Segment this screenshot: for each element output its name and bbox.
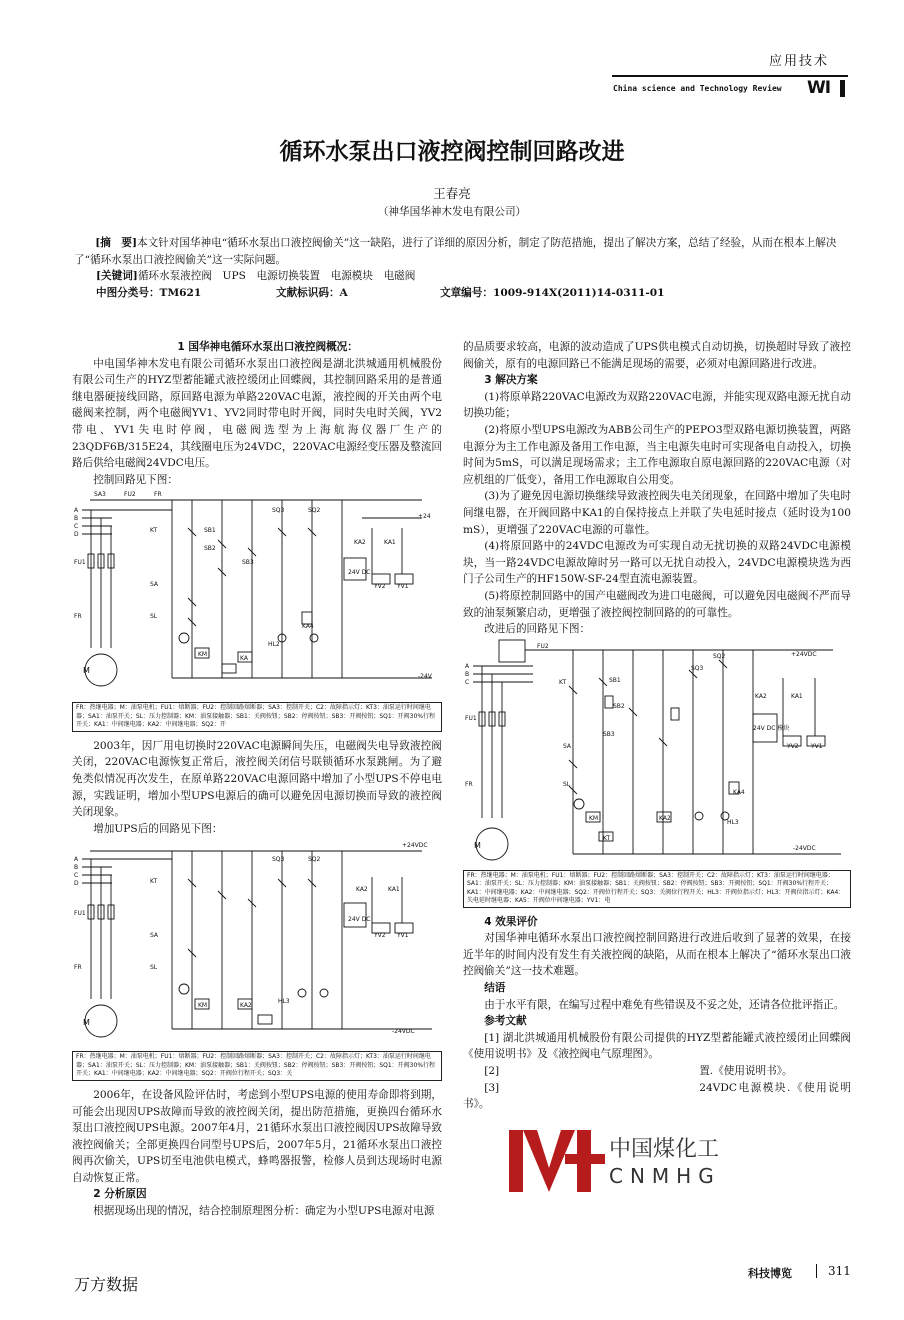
section-3-heading: 3 解决方案 xyxy=(484,374,538,387)
fig2-sq2: SQ2 xyxy=(308,856,321,864)
conclusion-heading: 结语 xyxy=(484,982,506,995)
fig1-fr: FR xyxy=(154,491,162,499)
journal-logo: WI xyxy=(807,78,831,98)
fig2-fr: FR xyxy=(74,964,82,972)
keywords-text: 循环水泵液控阀 UPS 电源切换装置 电源模块 电磁阀 xyxy=(137,270,416,282)
fig3-sb3: SB3 xyxy=(603,730,615,738)
header-rule xyxy=(612,75,848,77)
fig2-sa: SA xyxy=(150,932,159,940)
fig3-sl: SL xyxy=(563,780,571,788)
paragraph-2003: 2003年，因厂用电切换时220VAC电源瞬间失压，电磁阀失电导致液控阀关闭，220VAC电源恢复正常后，液控阀关闭信号联锁循环水泵跳闸。为了避免类似情况再次发生，在原单路220VAC电源回路中增加了小型UPS不停电电源，实践证明，增加小型UPS电源后的确可以避免因电源切换而导致的液控阀关闭现象。 xyxy=(72,739,442,819)
fig1-fr2: FR xyxy=(74,613,82,621)
reference-3-text: 24VDC电源模块.《使用说明书》。 xyxy=(463,1081,851,1111)
logo-bar xyxy=(840,80,845,97)
figure-2-legend: FR：热继电器；M：油泵电机；FU1：熔断器；FU2：控制回路熔断器；SA3：控制开关；C2：故障指示灯；KT3：油泵运行时间继电器；SA1：油泵开关；SL：压力控制器；KM：油泵接触器；SB1：关阀按钮；SB2：停阀按钮；SB3：开阀按钮；SQ1：开阀30%行程开关；KA1：中间继电器；KA2：中间继电器；SQ2：开阀位行程开关；SQ3：关 xyxy=(72,1051,442,1081)
fig3-sb1: SB1 xyxy=(609,676,621,684)
fig3-m24vdc: -24VDC xyxy=(793,844,816,852)
fig1-m24: -24V xyxy=(418,673,432,681)
solution-4: (4)将原回路中的24VDC电源改为可实现自动无扰切换的双路24VDC电源模块，当一路24VDC电源故障时另一路可以无扰自动投入，24VDC电源模块选为西门子公司生产的HF150W-SF-24型直流电源装置。 xyxy=(463,540,851,586)
keywords xyxy=(96,268,856,285)
fig1-p24: +24 xyxy=(418,513,431,521)
conclusion-paragraph: 由于水平有限，在编写过程中难免有些错误及不妥之处，还请各位批评指正。 xyxy=(484,998,845,1011)
fig1-phase-a: A xyxy=(74,507,79,515)
fig1-sl: SL xyxy=(150,613,158,621)
section-1-heading: 1 国华神电循环水泵出口液控阀概况： xyxy=(177,341,358,353)
figure-3-legend: FR：热继电器；M：油泵电机；FU1：熔断器；FU2：控制回路熔断器；SA3：控制开关；C2：故障指示灯；KT3：油泵运行时间继电器；SA1：油泵开关；SL：压力控制器；KM：油泵接触器；SB1：关阀按钮；SB2：停阀按钮；SB3：开阀按钮；SQ1：开阀30%行程开关；KA1：中间继电器；KA2：中间继电器；SQ2：开阀位行程开关；SQ3：关阀位行程开关；HL3：开阀位指示灯；HL3：开阀位指示灯；KA4：失电延时继电器；KA5：开阀位中间继电器；YV1：电 xyxy=(463,870,851,908)
fig1-sq2: SQ2 xyxy=(308,507,321,515)
footer-separator xyxy=(816,1264,817,1278)
fig2-yv2: YV2 xyxy=(374,932,386,940)
fig2-phase-a: A xyxy=(74,856,79,864)
fig3-yv1: YV1 xyxy=(811,742,823,750)
fig2-sl: SL xyxy=(150,964,158,972)
left-column xyxy=(72,339,442,1220)
watermark-cn-text: 中国煤化工 xyxy=(609,1132,719,1163)
fig3-sq2: SQ2 xyxy=(713,652,726,660)
fig1-phase-c: C xyxy=(74,523,79,531)
fig1-ka1: KA1 xyxy=(384,539,396,547)
fig1-ka4: KA4 xyxy=(302,623,314,631)
fig3-ka4: KA4 xyxy=(733,788,745,796)
fig3-ka1: KA1 xyxy=(791,692,803,700)
fig1-kt: KT xyxy=(150,527,158,535)
fig1-yv2: YV2 xyxy=(374,583,386,591)
section-1-paragraph: 中电国华神木发电有限公司循环水泵出口液控阀是湖北洪城通用机械股份有限公司生产的HYZ型蓄能罐式液控缓闭止回蝶阀，其控制回路采用的是普通继电器硬接线回路，原回路电源为单路220VAC电源，液控阀的开关由两个电磁阀来控制，两个电磁阀YV1、YV2同时带电时开阀，同时失电时关阀，YV2带电、YV1失电时停阀，电磁阀选型为上海航海仪器厂生产的23QDF6B/315E24，其线圈电压为24VDC，220VAC电源经变压器及整流回路后供给电磁阀24VDC电压。 xyxy=(72,357,442,470)
fig2-p24vdc: +24VDC xyxy=(402,842,428,850)
fig3-kt: KT xyxy=(559,678,567,686)
fig2-labels xyxy=(74,842,428,1035)
fig1-ka2: KA2 xyxy=(354,539,366,547)
fig3-fu2: FU2 xyxy=(537,642,549,650)
doc-code: 文献标识码：A xyxy=(276,287,348,299)
fig2-motor-label: M xyxy=(83,1018,90,1028)
fig3-sq3: SQ3 xyxy=(691,664,704,672)
fig1-dc: 24V DC xyxy=(348,569,371,577)
fig1-sb3: SB3 xyxy=(242,559,254,567)
section-4-paragraph: 对国华神电循环水泵出口液控阀控制回路进行改进后收到了显著的效果，在接近半年的时间内没有发生有关液控阀的缺陷，从而在根本上解决了“循环水泵出口液控阀偷关”这一技术难题。 xyxy=(463,932,851,978)
column-label: 应用技术 xyxy=(768,54,829,69)
watermark-logo xyxy=(505,1128,735,1196)
watermark-en-text: CNMHG xyxy=(609,1164,721,1188)
fig3-kt2: KT xyxy=(603,834,611,842)
fig1-km: KM xyxy=(198,651,208,659)
reference-2 xyxy=(463,1063,851,1080)
fig2-ka2: KA2 xyxy=(356,886,368,894)
fig2-dc: 24V DC xyxy=(348,916,371,924)
reference-2-number: [2] xyxy=(484,1065,500,1078)
fig2-phase-c: C xyxy=(74,872,79,880)
abstract-text: 本文针对国华神电“循环水泵出口液控阀偷关”这一缺陷，进行了详细的原因分析，制定了防范措施，提出了解决方案，总结了经验，从而在根本上解决了“循环水泵出口液控阀偷关”这一实际问题。 xyxy=(74,237,837,266)
fig2-ka2b: KA2 xyxy=(240,1002,252,1010)
fig1-phase-b: B xyxy=(74,515,79,523)
figure-1-legend: FR：热继电器；M：油泵电机；FU1：熔断器；FU2：控制回路熔断器；SA3：控制开关；C2：故障指示灯；KT3：油泵运行时间继电器；SA1：油泵开关；SL：压力控制器；KM：油泵接触器；SB1：关阀按钮；SB2：停阀按钮；SB3：开阀按钮；SQ1：开阀30%行程开关；KA1：中间继电器；KA2：中间继电器；SQ2：开 xyxy=(72,702,442,732)
solution-5: (5)将原控制回路中的国产电磁阀改为进口电磁阀，可以避免因电磁阀不严而导致的油泵频繁启动，更增强了液控阀控制回路的的可靠性。 xyxy=(463,589,851,619)
fig3-phase-b: B xyxy=(465,670,470,678)
fig3-yv2: YV2 xyxy=(787,742,799,750)
fig2-phase-d: D xyxy=(74,880,79,888)
figure-3-svg xyxy=(463,638,851,876)
fig2-fu1: FU1 xyxy=(74,910,86,918)
fig3-fr: FR xyxy=(465,780,473,788)
fig3-p24vdc: +24VDC xyxy=(791,650,817,658)
journal-name: China science and Technology Review xyxy=(613,84,782,93)
fig3-phase-c: C xyxy=(465,678,470,686)
figure-2-caption: 增加UPS后的回路见下图： xyxy=(93,822,223,835)
fig3-phase-a: A xyxy=(465,662,470,670)
fig1-phase-d: D xyxy=(74,531,79,539)
reference-2-text: 置.《使用说明书》。 xyxy=(699,1065,793,1078)
fig1-yv1: YV1 xyxy=(397,583,409,591)
paragraph-2006: 2006年，在设备风险评估时，考虑到小型UPS电源的使用寿命即将到期，可能会出现因UPS故障而导致的液控阀关闭，提出防范措施，更换四台循环水泵出口液控阀UPS电源。2007年4月，21循环水泵出口液控阀因UPS故障导致液控阀偷关；全部更换四台同型号UPS后，2007年5月，21循环水泵出口液控阀再次偷关，UPS切至电池供电模式，蜂鸣器报警，检修人员到达现场时电源自动恢复正常。 xyxy=(72,1088,442,1184)
fig2-yv1: YV1 xyxy=(397,932,409,940)
right-column xyxy=(463,339,851,1113)
watermark-mh-icon xyxy=(505,1128,605,1196)
fig2-hl3: HL3 xyxy=(278,998,290,1006)
fig1-fu1: FU1 xyxy=(74,559,86,567)
fig1-hl: HL2 xyxy=(268,641,280,649)
figure-2-svg xyxy=(72,837,442,1055)
footer-journal: 科技博览 xyxy=(748,1267,792,1280)
page-number: 311 xyxy=(828,1264,851,1278)
fig2-sq3: SQ3 xyxy=(272,856,285,864)
section-4-heading: 4 效果评价 xyxy=(484,915,538,928)
figure-1-svg xyxy=(72,488,442,704)
fig3-ups: 24V DC 模块 xyxy=(753,724,790,732)
keywords-label: [关键词] xyxy=(96,270,138,282)
figure-1-circuit-diagram xyxy=(72,488,442,704)
footer-source: 万方数据 xyxy=(74,1275,139,1294)
fig2-phase-b: B xyxy=(74,864,79,872)
fig3-hl3: HL3 xyxy=(727,818,739,826)
figure-3-caption: 改进后的回路见下图： xyxy=(484,623,591,636)
fig3-ka2: KA2 xyxy=(755,692,767,700)
solution-1: (1)将原单路220VAC电源改为双路220VAC电源，并能实现双路电源无扰自动切换功能； xyxy=(463,390,851,420)
fig1-sa: SA xyxy=(150,581,159,589)
reference-3 xyxy=(463,1080,851,1113)
fig1-sq3: SQ3 xyxy=(272,507,285,515)
fig2-kt: KT xyxy=(150,878,158,886)
fig3-ka2b: KA2 xyxy=(659,814,671,822)
references-heading: 参考文献 xyxy=(484,1015,527,1028)
fig1-sb2: SB2 xyxy=(204,545,216,553)
author: 王春亮 xyxy=(433,186,471,201)
fig3-motor-label: M xyxy=(474,840,481,850)
fig3-km: KM xyxy=(589,814,599,822)
article-title: 循环水泵出口液控阀控制回路改进 xyxy=(279,139,625,165)
reference-1: [1] 湖北洪城通用机械股份有限公司提供的HYZ型蓄能罐式液控缓闭止回蝶阀《使用说明书》及《液控阀电气原理图》。 xyxy=(463,1031,851,1061)
fig1-sb1: SB1 xyxy=(204,527,216,535)
figure-3-circuit-diagram xyxy=(463,638,851,876)
solution-2: (2)将原小型UPS电源改为ABB公司生产的PEPO3型双路电源切换装置，两路电源分为主工作电源及备用工作电源，当主电源失电时可实现备电自动投入，切换时间为5mS，可以满足现场需求；主工作电源取自原电源回路的220VAC电源（对应机组的厂低变），备用工作电源取自公用变。 xyxy=(463,423,851,486)
fig2-m24vdc: -24VDC xyxy=(392,1028,415,1036)
reference-3-number: [3] xyxy=(484,1081,500,1094)
fig3-sa: SA xyxy=(563,742,572,750)
fig1-motor-label: M xyxy=(83,666,90,676)
abstract xyxy=(74,235,852,268)
fig3-sb2: SB2 xyxy=(613,702,625,710)
continued-paragraph: 的品质要求较高，电源的波动造成了UPS供电模式自动切换，切换超时导致了液控阀偷关，原有的电源回路已不能满足现场的需要，必须对电源回路进行改进。 xyxy=(463,341,851,370)
fig1-ka: KA xyxy=(240,655,248,663)
abstract-label: [摘 要] xyxy=(95,237,137,249)
fig2-ka1: KA1 xyxy=(388,886,400,894)
figure-2-circuit-diagram xyxy=(72,837,442,1055)
section-2-paragraph: 根据现场出现的情况，结合控制原理图分析：确定为小型UPS电源对电源 xyxy=(93,1205,435,1218)
solution-3: (3)为了避免因电源切换继续导致液控阀失电关闭现象，在回路中增加了失电时间继电器，在开阀回路中KA1的自保持接点上并联了失电延时接点（延时设为100 mS），更增强了220VAC电源的可靠性。 xyxy=(463,490,851,536)
article-number: 文章编号：1009-914X(2011)14-0311-01 xyxy=(440,287,665,299)
section-2-heading: 2 分析原因 xyxy=(93,1188,147,1201)
fig1-fu2: FU2 xyxy=(124,491,136,499)
figure-1-caption: 控制回路见下图： xyxy=(93,473,178,486)
affiliation: （神华国华神木发电有限公司） xyxy=(377,206,527,218)
fig1-phase-labels xyxy=(74,491,433,680)
fig2-km: KM xyxy=(198,1002,208,1010)
fig1-sa3: SA3 xyxy=(94,491,106,499)
clc-number: 中图分类号：TM621 xyxy=(96,287,202,299)
fig3-fu1: FU1 xyxy=(465,714,477,722)
